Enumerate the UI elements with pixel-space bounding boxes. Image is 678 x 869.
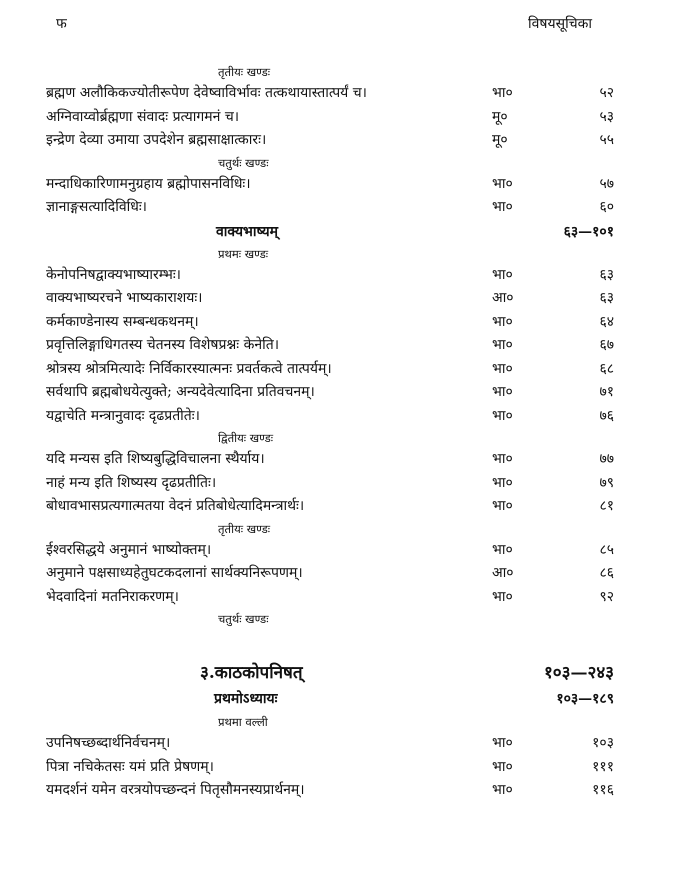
chapter-heading: प्रथमोऽध्यायः १०३—१८९: [0, 687, 678, 712]
toc-entry: [0, 495, 678, 519]
toc-entry: [0, 311, 678, 335]
entry-title: प्रवृत्तिलिङ्गाधिगतस्य चेतनस्य विशेषप्रश्नः केनेति।: [46, 337, 280, 353]
entry-title: नाहं मन्य इति शिष्यस्य दृढप्रतीतिः।: [46, 474, 217, 491]
entry-type: भा०: [492, 541, 513, 558]
subsection-heading: तृतीयः खण्डः: [218, 65, 271, 79]
entry-type: भा०: [492, 782, 513, 798]
toc-entry: [0, 732, 678, 756]
section-heading-vakyabhashya: वाक्यभाष्यम् ६३—१०१: [0, 220, 678, 244]
entry-type: भा०: [492, 360, 513, 377]
subsection-heading: चतुर्थः खण्डः: [218, 612, 269, 626]
entry-page: ६७: [599, 337, 614, 353]
entry-page: ८६: [599, 565, 614, 581]
toc-entry: [0, 472, 678, 496]
toc-entry: [0, 562, 678, 586]
entry-page: ६३: [599, 290, 614, 306]
toc-entry: [0, 539, 678, 563]
entry-page: ५३: [599, 108, 614, 125]
toc-entry: [0, 173, 678, 197]
toc-entry: [0, 448, 678, 472]
entry-page: ८५: [599, 541, 614, 558]
subsection-heading: प्रथमा वल्ली: [218, 715, 268, 729]
entry-page: ६४: [599, 313, 614, 330]
entry-title: भेदवादिनां मतनिराकरणम्।: [46, 588, 179, 605]
toc-entry: [0, 196, 678, 220]
entry-type: भा०: [492, 384, 513, 400]
header-title: विषयसूचिका: [528, 16, 592, 32]
toc-entry: [0, 586, 678, 610]
entry-type: भा०: [492, 337, 513, 353]
entry-type: भा०: [492, 498, 513, 514]
entry-title: श्रोत्रस्य श्रोत्रमित्यादेः निर्विकारस्यात्मनः प्रवर्तकत्वे तात्पर्यम्।: [46, 360, 332, 377]
entry-title: मन्दाधिकारिणामनुग्रहाय ब्रह्मोपासनविधिः।: [46, 175, 251, 192]
toc-entry: [0, 381, 678, 405]
entry-title: कर्मकाण्डेनास्य सम्बन्धकथनम्।: [46, 313, 199, 330]
entry-page: १११: [592, 758, 614, 775]
entry-page: ६३: [599, 266, 614, 283]
entry-type: भा०: [492, 407, 513, 424]
entry-title: बोधावभासप्रत्यगात्मतया वेदनं प्रतिबोधेत्यादिमन्त्रार्थः।: [46, 498, 305, 514]
entry-title: यदि मन्यस इति शिष्यबुद्धिविचालना स्थैर्याय।: [46, 451, 265, 467]
entry-page: ६०: [599, 199, 614, 215]
toc-entry: [0, 405, 678, 429]
entry-page: ७६: [599, 407, 614, 424]
entry-page: ७१: [599, 384, 614, 400]
toc-entry: [0, 287, 678, 311]
entry-type: भा०: [492, 175, 513, 192]
entry-page: ११६: [592, 782, 614, 798]
toc-entry: [0, 82, 678, 106]
entry-type: मू०: [492, 108, 508, 125]
entry-title: इन्द्रेण देव्या उमाया उपदेशेन ब्रह्मसाक्षात्कारः।: [46, 132, 267, 148]
entry-title: पित्रा नचिकेतसः यमं प्रति प्रेषणम्।: [46, 758, 214, 775]
entry-type: भा०: [492, 735, 513, 751]
toc-entry: [0, 779, 678, 803]
entry-type: भा०: [492, 451, 513, 467]
entry-page: ९२: [599, 588, 614, 605]
chapter-page-range: १०३—१८९: [556, 691, 614, 707]
entry-page: ५५: [599, 132, 614, 148]
entry-page: ६८: [599, 360, 614, 377]
toc-entry: [0, 264, 678, 288]
entry-title: वाक्यभाष्यरचने भाष्यकाराशयः।: [46, 290, 203, 306]
subsection-heading: प्रथमः खण्डः: [218, 246, 269, 261]
entry-type: भा०: [492, 266, 513, 283]
entry-title: ब्रह्मण अलौकिकज्योतीरूपेण देवेष्वाविर्भावः तत्कथायास्तात्पर्यं च।: [46, 85, 367, 101]
entry-type: मू०: [492, 132, 508, 148]
entry-type: भा०: [492, 474, 513, 491]
entry-type: भा०: [492, 199, 513, 215]
entry-title: सर्वथापि ब्रह्मबोधयेत्युक्ते; अन्यदेवेत्यादिना प्रतिवचनम्।: [46, 384, 315, 400]
entry-title: यद्वाचेति मन्त्रानुवादः दृढप्रतीतेः।: [46, 407, 200, 424]
entry-type: भा०: [492, 85, 513, 101]
entry-title: उपनिषच्छब्दार्थनिर्वचनम्।: [46, 735, 171, 751]
header-page-label: फ: [56, 16, 67, 32]
entry-type: आ०: [492, 290, 514, 306]
subsection-heading: द्वितीयः खण्डः: [218, 431, 274, 445]
entry-type: आ०: [492, 565, 514, 581]
toc-entry: [0, 334, 678, 358]
page-header: [0, 14, 678, 40]
toc-entry: [0, 358, 678, 382]
entry-page: १०३: [592, 735, 614, 751]
entry-title: केनोपनिषद्वाक्यभाष्यारम्भः।: [46, 266, 181, 283]
entry-page: ७७: [599, 451, 614, 467]
subsection-heading: चतुर्थः खण्डः: [218, 155, 269, 170]
toc-entry: [0, 129, 678, 153]
toc-entry: [0, 106, 678, 130]
entry-page: ८१: [599, 498, 614, 514]
entry-page: ५२: [599, 85, 614, 101]
entry-page: ७९: [599, 474, 614, 491]
entry-title: यमदर्शनं यमेन वरत्रयोपच्छन्दनं पितृसौमनस्यप्रार्थनम्।: [46, 782, 305, 798]
subsection-heading: तृतीयः खण्डः: [218, 521, 271, 536]
toc-entry: [0, 756, 678, 780]
entry-title: अग्निवाय्वोर्ब्रह्मणा संवादः प्रत्यागमनं च।: [46, 108, 240, 125]
section-page-range: ६३—१०१: [563, 223, 614, 240]
entry-title: ज्ञानाङ्गसत्यादिविधिः।: [46, 199, 147, 215]
section-page-range: १०३—२४३: [543, 663, 614, 683]
entry-type: भा०: [492, 758, 513, 775]
entry-title: ईश्वरसिद्धये अनुमानं भाष्योक्तम्।: [46, 541, 212, 558]
entry-title: अनुमाने पक्षसाध्यहेतुघटकदलानां सार्थक्यनिरूपणम्।: [46, 565, 303, 581]
entry-type: भा०: [492, 588, 513, 605]
entry-page: ५७: [599, 175, 614, 192]
section-heading-kathopanishad: ३.काठकोपनिषत् १०३—२४३: [0, 659, 678, 687]
table-of-contents: [0, 62, 678, 803]
entry-type: भा०: [492, 313, 513, 330]
